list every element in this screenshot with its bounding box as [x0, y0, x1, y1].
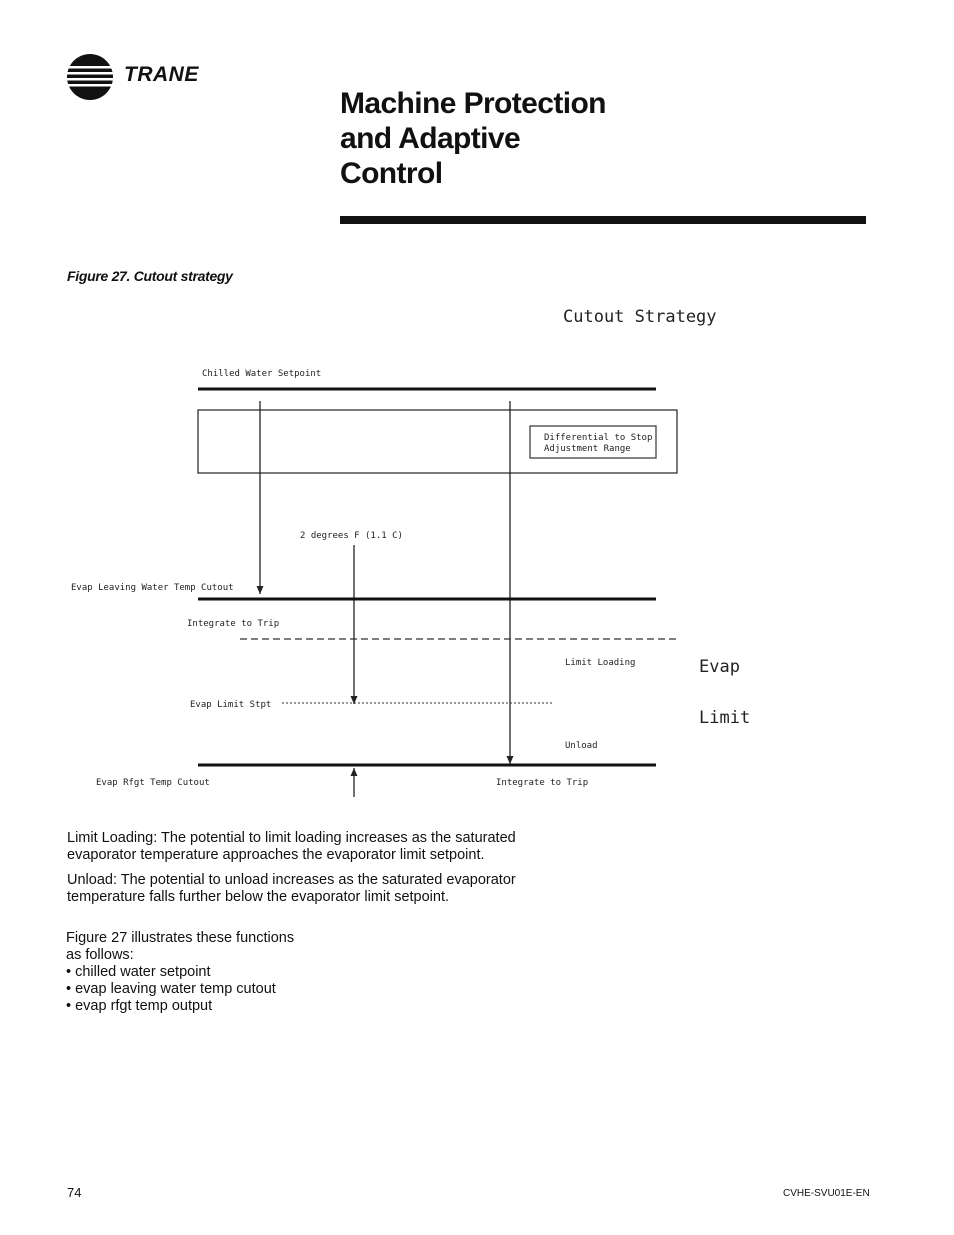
- unload-paragraph: Unload: The potential to unload increases as the saturated evaporator temperature falls further below the evaporator limit setpoint.: [67, 872, 516, 905]
- title-rule: [340, 216, 866, 224]
- label-limit-loading: Limit Loading: [565, 658, 636, 668]
- label-evap-rfgt-cutout: Evap Rfgt Temp Cutout: [96, 778, 210, 788]
- label-two-degrees: 2 degrees F (1.1 C): [300, 531, 403, 541]
- trane-logo: [66, 53, 216, 103]
- functions-intro-line-2: as follows:: [66, 947, 134, 963]
- label-integrate-to-trip-top: Integrate to Trip: [187, 619, 280, 629]
- label-differential-line2: Adjustment Range: [544, 444, 631, 454]
- functions-intro-line-1: Figure 27 illustrates these functions: [66, 930, 295, 946]
- document-id: CVHE-SVU01E-EN: [783, 1188, 870, 1199]
- diagram-title: Cutout Strategy: [563, 307, 717, 327]
- label-evap-leaving-cutout: Evap Leaving Water Temp Cutout: [71, 583, 234, 593]
- list-item: • chilled water setpoint: [66, 964, 211, 980]
- figure-caption: Figure 27. Cutout strategy: [67, 268, 233, 284]
- title-line-1: Machine Protection: [340, 87, 606, 120]
- title-line-3: Control: [340, 157, 443, 190]
- label-limit: Limit: [699, 708, 751, 728]
- label-differential-line1: Differential to Stop: [544, 433, 653, 443]
- label-chilled-water-setpoint: Chilled Water Setpoint: [202, 369, 322, 379]
- list-item: • evap rfgt temp output: [66, 998, 213, 1014]
- trane-circle-icon: [66, 53, 116, 103]
- list-item: • evap leaving water temp cutout: [66, 981, 276, 997]
- brand-name: TRANE: [124, 63, 199, 86]
- arrow-head: [351, 768, 358, 776]
- title-line-2: and Adaptive: [340, 122, 521, 155]
- limit-loading-paragraph: Limit Loading: The potential to limit loading increases as the saturated evaporator temperature approaches the evaporator limit setpoint.: [67, 830, 516, 863]
- functions-list: [66, 930, 294, 1015]
- label-evap: Evap: [699, 657, 740, 677]
- label-unload: Unload: [565, 741, 598, 751]
- page-number: 74: [67, 1185, 82, 1200]
- page-title: [340, 86, 606, 191]
- label-integrate-to-trip-bottom: Integrate to Trip: [496, 778, 589, 788]
- cutout-strategy-diagram: [0, 290, 954, 820]
- arrow-head: [507, 756, 514, 764]
- label-evap-limit-stpt: Evap Limit Stpt: [190, 700, 272, 710]
- arrow-head: [257, 586, 264, 594]
